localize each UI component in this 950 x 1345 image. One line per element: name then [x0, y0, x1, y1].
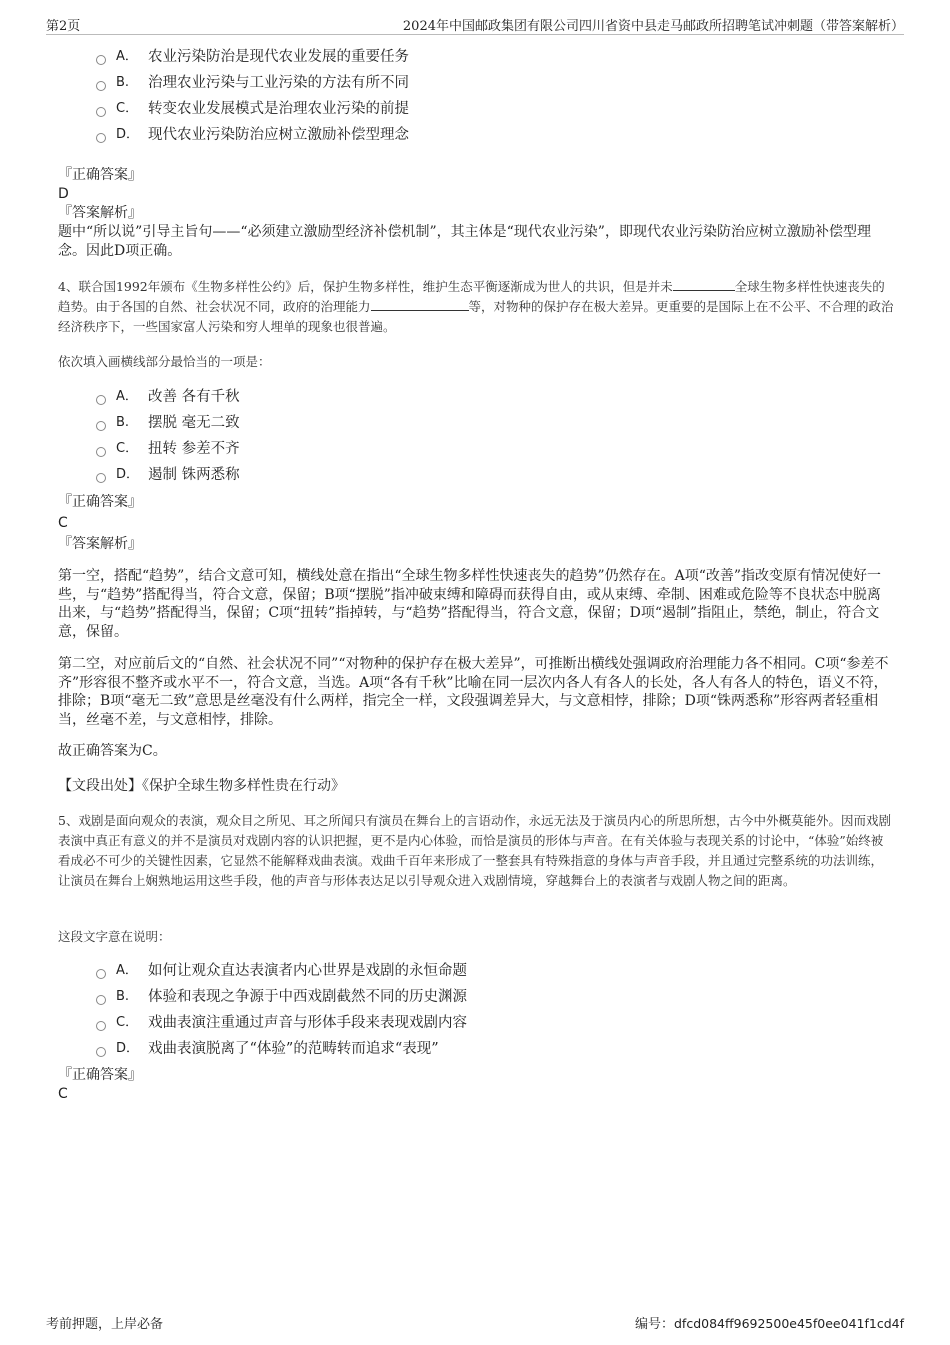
q5-options [96, 958, 467, 1062]
radio-icon[interactable] [96, 1047, 106, 1057]
radio-icon[interactable] [96, 473, 106, 483]
q4-option-d[interactable]: D． 遏制 铢两悉称 [96, 462, 240, 488]
q5-stem: 5、戏剧是面向观众的表演，观众目之所见、耳之所闻只有演员在舞台上的言语动作，永远无法及于演员内心的所思所想，古今中外概莫能外。因而戏剧表演中真正有意义的并不是演员对戏剧内容的认识把握，更不是内心体验，而恰是演员的形体与声音。在有关体验与表现关系的讨论中，“体验”始终被看成必不可少的关键性因素，它显然不能解释戏曲表演。戏曲千百年来形成了一整套具有特殊指意的身体与声音手段，并且通过完整系统的功法训练，让演员在舞台上娴熟地运用这些手段，他的声音与形体表达足以引导观众进入戏剧情境，穿越舞台上的表演者与戏剧人物之间的距离。 [58, 813, 891, 888]
footer-slogan: 考前押题，上岸必备 [46, 1317, 164, 1332]
code-label: 编号： [634, 1317, 674, 1332]
radio-icon[interactable] [96, 395, 106, 405]
q4-options [96, 384, 240, 488]
radio-icon[interactable] [96, 447, 106, 457]
page-header [46, 12, 904, 35]
radio-icon[interactable] [96, 107, 106, 117]
radio-icon[interactable] [96, 1021, 106, 1031]
q3-options [96, 44, 409, 148]
q5-option-a[interactable]: A． 如何让观众直达表演者内心世界是戏剧的永恒命题 [96, 958, 467, 984]
q4-prompt: 依次填入画横线部分最恰当的一项是： [58, 354, 271, 369]
q4-option-c[interactable]: C． 扭转 参差不齐 [96, 436, 240, 462]
source-title: 《保护全球生物多样性贵在行动》 [142, 778, 345, 794]
document-code [635, 1313, 904, 1332]
q3-option-b[interactable]: B. 治理农业污染与工业污染的方法有所不同 [96, 70, 409, 96]
q4-analysis-para-2: 第二空，对应前后文的“自然、社会状况不同”“对物种的保护存在极大差异”，可推断出横线处强调政府治理能力各不相同。C项“参差不齐”形容很不整齐或水平不一，符合文意，当选。A项“各有千秋”比喻在同一层次内各人有各人的长处，各人有各人的特色，语义不符，排除；B项“毫无二致”意思是丝毫没有什么两样，指完全一样，文段强调差异大，与文意相悖，排除；D项“铢两悉称”形容两者轻重相当，丝毫不差，与文意相悖，排除。 [58, 656, 889, 728]
answer-label: 『正确答案』 [58, 1067, 142, 1083]
correct-answer: C [58, 1086, 68, 1102]
q4-analysis-para-1: 第一空，搭配“趋势”，结合文意可知，横线处意在指出“全球生物多样性快速丧失的趋势”仍然存在。A项“改善”指改变原有情况使好一些，与“趋势”搭配得当，符合文意，保留；B项“摆脱”指冲破束缚和障碍而获得自由，或从束缚、牵制、困难或危险等不良状态中脱离出来，与“趋势”搭配得当，保留；C项“扭转”指掉转，与“趋势”搭配得当，符合文意，保留；D项“遏制”指阻止，禁绝，制止，符合文意，保留。 [58, 568, 882, 640]
radio-icon[interactable] [96, 421, 106, 431]
radio-icon[interactable] [96, 81, 106, 91]
q5-prompt: 这段文字意在说明： [58, 929, 171, 944]
radio-icon[interactable] [96, 133, 106, 143]
q5-option-d[interactable]: D． 戏曲表演脱离了“体验”的范畴转而追求“表现” [96, 1036, 467, 1062]
answer-label: 『正确答案』 [58, 494, 142, 510]
q4-conclusion: 故正确答案为C。 [58, 743, 167, 759]
q3-answer-block [58, 166, 892, 261]
code-value: dfcd084ff9692500e45f0ee041f1cd4f [674, 1316, 904, 1331]
q4-answer-block [58, 492, 892, 555]
blank-2 [371, 298, 469, 311]
q3-option-a[interactable]: A． 农业污染防治是现代农业发展的重要任务 [96, 44, 409, 70]
q3-option-d[interactable]: D． 现代农业污染防治应树立激励补偿型理念 [96, 122, 409, 148]
q4-source [58, 777, 892, 796]
document-title: 2024年中国邮政集团有限公司四川省资中县走马邮政所招聘笔试冲刺题（带答案解析） [402, 19, 904, 34]
blank-1 [673, 278, 735, 291]
q5-option-b[interactable]: B. 体验和表现之争源于中西戏剧截然不同的历史渊源 [96, 984, 467, 1010]
page-number: 第2页 [46, 19, 81, 34]
q4-option-a[interactable]: A． 改善 各有千秋 [96, 384, 240, 410]
answer-label: 『正确答案』 [58, 167, 142, 183]
analysis-text: 题中“所以说”引导主旨句——“必须建立激励型经济补偿机制”，其主体是“现代农业污染”，即现代农业污染防治应树立激励补偿型理念。因此D项正确。 [58, 224, 871, 259]
q5-option-c[interactable]: C． 戏曲表演注重通过声音与形体手段来表现戏剧内容 [96, 1010, 467, 1036]
radio-icon[interactable] [96, 55, 106, 65]
analysis-label: 『答案解析』 [58, 205, 142, 221]
q5-answer-block [58, 1066, 892, 1104]
radio-icon[interactable] [96, 995, 106, 1005]
correct-answer: C [58, 515, 68, 531]
analysis-label: 『答案解析』 [58, 536, 142, 552]
radio-icon[interactable] [96, 969, 106, 979]
correct-answer: D [58, 186, 69, 202]
source-label: 【文段出处】 [58, 778, 142, 794]
q4-option-b[interactable]: B. 摆脱 毫无二致 [96, 410, 240, 436]
q4-stem: 4、联合国1992年颁布《生物多样性公约》后，保护生物多样性，维护生态平衡逐渐成为世人的共识，但是并未 全球生物多样性快速丧失的趋势。由于各国的自然、社会状况不同，政府的治理能力 等，对物种的保护存在极大差异。更重要的是国际上在不公平、不合理的政治经济秩序下，一些国家富人污染和穷人埋单的现象也很普遍。 [58, 279, 894, 334]
q3-option-c[interactable]: C． 转变农业发展模式是治理农业污染的前提 [96, 96, 409, 122]
